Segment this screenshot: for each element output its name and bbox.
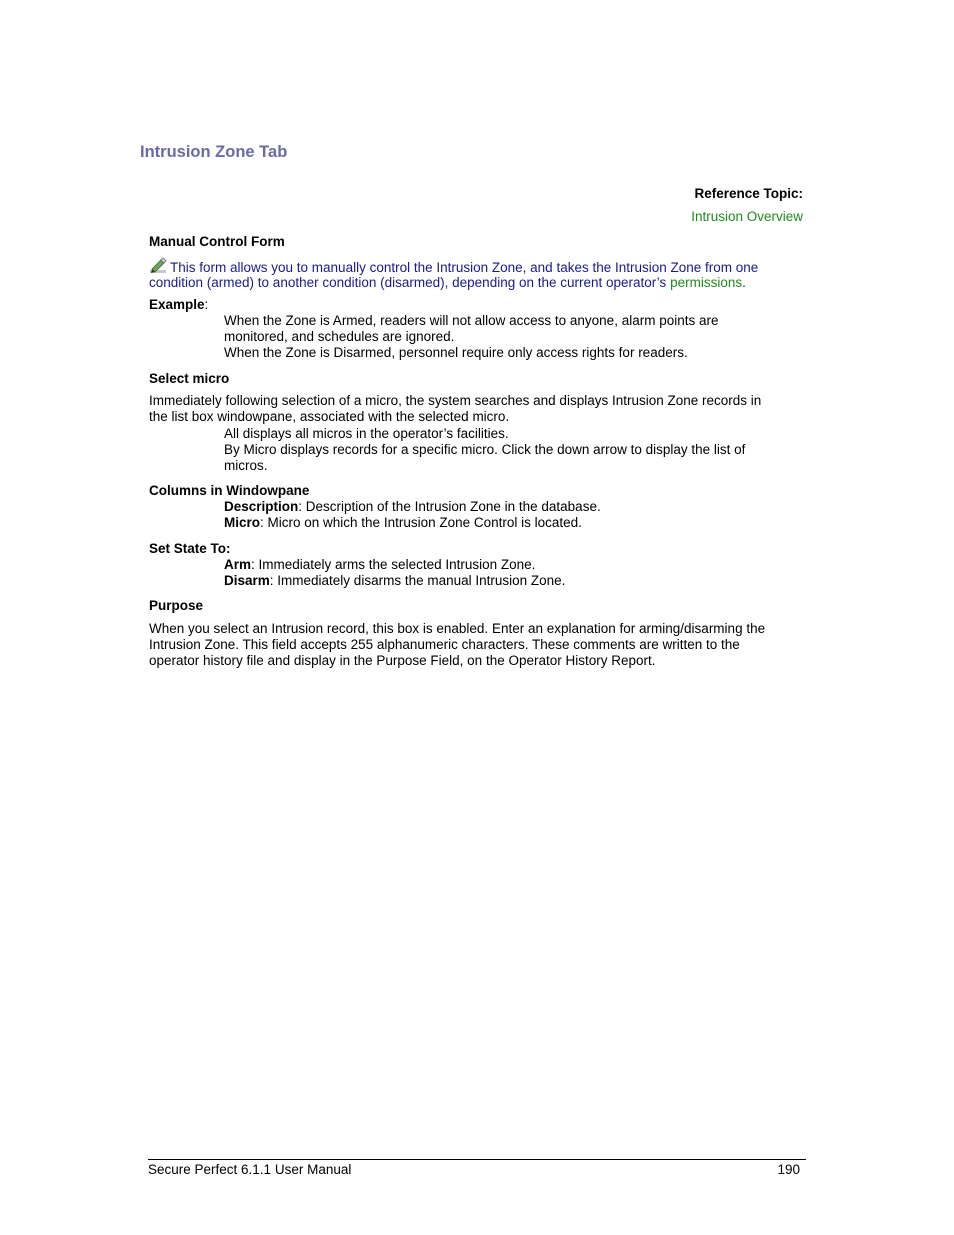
manual-control-heading: Manual Control Form [149,234,285,249]
reference-topic-label: Reference Topic: [694,186,803,201]
set-state-disarm-line [224,573,565,589]
set-state-arm-line [224,557,535,573]
description-text: : Description of the Intrusion Zone in the database. [298,499,601,514]
select-micro-para-line2: the list box windowpane, associated with the selected micro. [149,409,510,424]
example-line3: When the Zone is Disarmed, personnel require only access rights for readers. [224,345,688,360]
columns-micro-line [224,515,582,531]
select-micro-para-line1: Immediately following selection of a micro, the system searches and displays Intrusion Zone records in [149,393,762,408]
micro-term: Micro [224,515,261,530]
disarm-term: Disarm [224,573,270,588]
example-label: Example [149,297,205,312]
purpose-line3: operator history file and display in the Purpose Field, on the Operator History Report. [149,653,656,668]
manual-control-intro-line2 [149,275,746,291]
manual-control-intro-text1: This form allows you to manually control the Intrusion Zone, and takes the Intrusion Zone from one [170,260,759,275]
select-micro-by-micro-line1: By Micro displays records for a specific micro. Click the down arrow to display the list of [224,442,746,457]
select-micro-by-micro-line2: micros. [224,458,268,473]
pencil-edit-icon [149,256,167,274]
purpose-line2: Intrusion Zone. This field accepts 255 alphanumeric characters. These comments are written to the [149,637,740,652]
micro-text: : Micro on which the Intrusion Zone Control is located. [260,515,582,530]
disarm-text: : Immediately disarms the manual Intrusion Zone. [269,573,566,588]
intro-period: . [742,275,746,290]
select-micro-all-line: All displays all micros in the operator’s facilities. [224,426,509,441]
example-line2: monitored, and schedules are ignored. [224,329,455,344]
purpose-heading: Purpose [149,598,204,613]
example-line1: When the Zone is Armed, readers will not allow access to anyone, alarm points are [224,313,719,328]
arm-text: : Immediately arms the selected Intrusion Zone. [251,557,536,572]
manual-control-intro-line1 [149,256,758,276]
columns-heading: Columns in Windowpane [149,483,310,498]
permissions-link[interactable]: permissions [670,275,743,290]
arm-term: Arm [224,557,252,572]
footer-divider [148,1159,806,1160]
manual-control-intro-text2: condition (armed) to another condition (disarmed), depending on the current operator’s [149,275,667,290]
example-colon: : [204,297,209,312]
columns-description-line [224,499,601,515]
footer-manual-title: Secure Perfect 6.1.1 User Manual [148,1162,352,1177]
purpose-line1: When you select an Intrusion record, this box is enabled. Enter an explanation for arming/disarming the [149,621,766,636]
footer-page-number: 190 [777,1162,800,1177]
section-title: Intrusion Zone Tab [140,143,288,161]
set-state-heading: Set State To: [149,541,231,556]
select-micro-heading: Select micro [149,371,230,386]
example-label-line [149,297,208,313]
reference-topic-link[interactable]: Intrusion Overview [691,209,803,224]
description-term: Description [224,499,299,514]
